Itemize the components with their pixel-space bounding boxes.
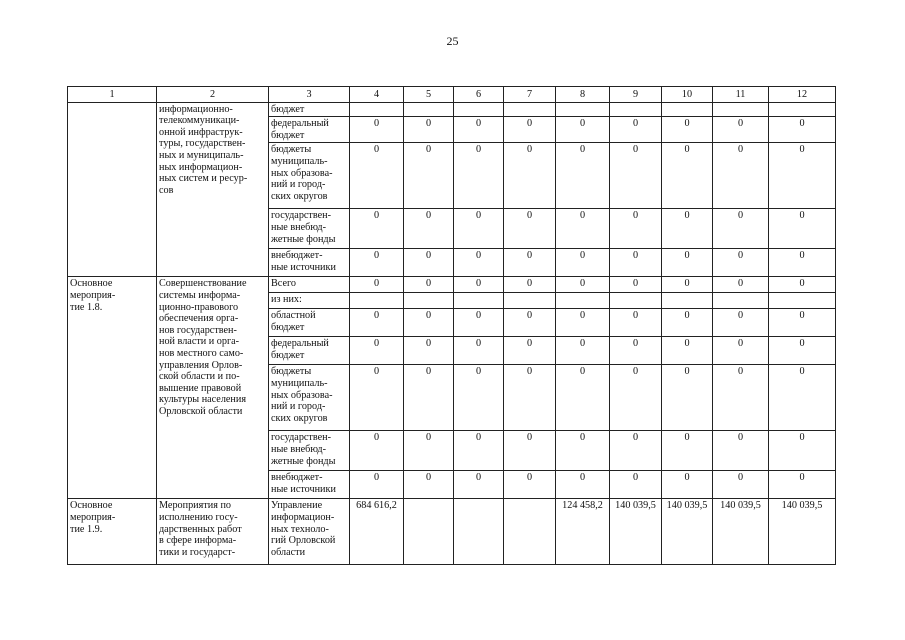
value-cell	[404, 102, 454, 117]
value-cell: 0	[404, 309, 454, 337]
value-cell	[610, 102, 662, 117]
value-cell: 140 039,5	[662, 499, 713, 565]
value-cell: 0	[769, 117, 836, 143]
value-cell	[662, 293, 713, 309]
col-header: 4	[350, 87, 404, 103]
value-cell: 0	[504, 337, 556, 365]
value-cell: 0	[454, 365, 504, 431]
value-cell: 0	[610, 143, 662, 209]
funding-source-cell: федеральный бюджет	[269, 117, 350, 143]
value-cell: 0	[454, 117, 504, 143]
value-cell: 0	[713, 143, 769, 209]
value-cell	[662, 102, 713, 117]
value-cell: 0	[350, 117, 404, 143]
value-cell: 0	[504, 431, 556, 471]
value-cell: 0	[454, 431, 504, 471]
value-cell: 0	[556, 209, 610, 249]
value-cell	[556, 102, 610, 117]
value-cell: 0	[504, 277, 556, 293]
value-cell	[769, 293, 836, 309]
funding-source-cell: государствен- ные внебюд- жетные фонды	[269, 431, 350, 471]
value-cell: 0	[404, 249, 454, 277]
value-cell: 0	[454, 209, 504, 249]
value-cell: 0	[769, 309, 836, 337]
value-cell: 0	[350, 143, 404, 209]
value-cell	[610, 293, 662, 309]
budget-table	[67, 86, 836, 565]
value-cell: 0	[556, 277, 610, 293]
value-cell	[454, 293, 504, 309]
value-cell: 0	[504, 249, 556, 277]
value-cell: 140 039,5	[610, 499, 662, 565]
value-cell: 140 039,5	[713, 499, 769, 565]
description-cell: информационно- телекоммуникаци- онной инфраструк- туры, государствен- ных и муниципаль- ных информацион- ных систем и ресур- сов	[157, 102, 269, 277]
value-cell: 0	[556, 337, 610, 365]
value-cell	[404, 499, 454, 565]
value-cell: 0	[454, 309, 504, 337]
value-cell: 0	[769, 277, 836, 293]
value-cell: 0	[556, 365, 610, 431]
value-cell: 0	[713, 117, 769, 143]
value-cell	[454, 102, 504, 117]
value-cell	[404, 293, 454, 309]
value-cell: 0	[713, 309, 769, 337]
value-cell: 0	[769, 471, 836, 499]
funding-source-cell: областной бюджет	[269, 309, 350, 337]
value-cell: 0	[769, 249, 836, 277]
value-cell: 0	[404, 117, 454, 143]
value-cell	[713, 293, 769, 309]
value-cell: 0	[769, 143, 836, 209]
value-cell: 0	[454, 143, 504, 209]
col-header: 1	[68, 87, 157, 103]
page-number: 25	[446, 34, 459, 48]
value-cell: 124 458,2	[556, 499, 610, 565]
value-cell: 0	[404, 365, 454, 431]
value-cell: 0	[350, 431, 404, 471]
value-cell: 0	[556, 309, 610, 337]
value-cell: 0	[713, 365, 769, 431]
table-row	[68, 102, 836, 117]
funding-source-cell: бюджет	[269, 102, 350, 117]
value-cell: 0	[610, 337, 662, 365]
value-cell	[769, 102, 836, 117]
value-cell: 0	[662, 337, 713, 365]
value-cell: 0	[556, 431, 610, 471]
value-cell	[350, 102, 404, 117]
value-cell: 0	[454, 471, 504, 499]
value-cell: 0	[662, 277, 713, 293]
value-cell: 684 616,2	[350, 499, 404, 565]
value-cell: 0	[713, 277, 769, 293]
col-header: 8	[556, 87, 610, 103]
funding-source-cell: государствен- ные внебюд- жетные фонды	[269, 209, 350, 249]
funding-source-cell: бюджеты муниципаль- ных образова- ний и город- ских округов	[269, 143, 350, 209]
value-cell: 0	[454, 249, 504, 277]
value-cell	[713, 102, 769, 117]
value-cell: 0	[404, 431, 454, 471]
value-cell: 0	[713, 431, 769, 471]
value-cell: 0	[556, 249, 610, 277]
value-cell: 0	[713, 471, 769, 499]
funding-source-cell: внебюджет- ные источники	[269, 249, 350, 277]
value-cell: 0	[404, 471, 454, 499]
table-row	[68, 499, 836, 565]
col-header: 10	[662, 87, 713, 103]
value-cell: 0	[350, 209, 404, 249]
value-cell: 0	[769, 431, 836, 471]
value-cell: 0	[713, 209, 769, 249]
col-header: 2	[157, 87, 269, 103]
value-cell: 0	[662, 143, 713, 209]
value-cell: 0	[504, 209, 556, 249]
value-cell: 0	[610, 471, 662, 499]
value-cell	[504, 293, 556, 309]
value-cell: 0	[504, 117, 556, 143]
funding-source-cell: бюджеты муниципаль- ных образова- ний и город- ских округов	[269, 365, 350, 431]
value-cell: 0	[662, 365, 713, 431]
col-header: 9	[610, 87, 662, 103]
value-cell	[350, 293, 404, 309]
value-cell: 0	[350, 309, 404, 337]
value-cell: 0	[662, 309, 713, 337]
value-cell: 0	[769, 337, 836, 365]
value-cell: 0	[556, 143, 610, 209]
col-header: 6	[454, 87, 504, 103]
measure-cell	[68, 102, 157, 277]
value-cell: 0	[662, 117, 713, 143]
value-cell: 0	[350, 471, 404, 499]
value-cell: 0	[350, 365, 404, 431]
value-cell	[454, 499, 504, 565]
value-cell: 0	[504, 365, 556, 431]
value-cell: 0	[610, 365, 662, 431]
value-cell: 0	[610, 249, 662, 277]
description-cell: Совершенствование системы информа- ционно-правового обеспечения орга- нов государствен- ной власти и орга- нов местного само- управления Орлов- ской области и по- вышение правовой культуры населения Орловской области	[157, 277, 269, 499]
col-header: 7	[504, 87, 556, 103]
header-row	[68, 87, 836, 103]
value-cell: 0	[662, 209, 713, 249]
value-cell: 0	[610, 309, 662, 337]
value-cell: 0	[713, 249, 769, 277]
measure-cell: Основное мероприя- тие 1.8.	[68, 277, 157, 499]
col-header: 11	[713, 87, 769, 103]
value-cell: 0	[350, 277, 404, 293]
value-cell: 0	[610, 431, 662, 471]
value-cell: 0	[610, 209, 662, 249]
col-header: 12	[769, 87, 836, 103]
funding-source-cell: Всего	[269, 277, 350, 293]
value-cell: 0	[454, 277, 504, 293]
value-cell: 0	[556, 117, 610, 143]
value-cell	[556, 293, 610, 309]
table-row	[68, 277, 836, 293]
value-cell: 0	[662, 249, 713, 277]
col-header: 3	[269, 87, 350, 103]
value-cell: 0	[556, 471, 610, 499]
value-cell: 0	[504, 309, 556, 337]
value-cell: 0	[769, 365, 836, 431]
value-cell: 0	[404, 337, 454, 365]
value-cell: 140 039,5	[769, 499, 836, 565]
funding-source-cell: федеральный бюджет	[269, 337, 350, 365]
description-cell: Мероприятия по исполнению госу- дарственных работ в сфере информа- тики и государст-	[157, 499, 269, 565]
value-cell	[504, 499, 556, 565]
value-cell: 0	[610, 117, 662, 143]
value-cell: 0	[610, 277, 662, 293]
value-cell: 0	[350, 249, 404, 277]
value-cell: 0	[404, 143, 454, 209]
value-cell: 0	[454, 337, 504, 365]
value-cell: 0	[404, 277, 454, 293]
value-cell: 0	[662, 471, 713, 499]
col-header: 5	[404, 87, 454, 103]
value-cell: 0	[713, 337, 769, 365]
value-cell: 0	[769, 209, 836, 249]
value-cell: 0	[350, 337, 404, 365]
value-cell: 0	[404, 209, 454, 249]
value-cell: 0	[504, 471, 556, 499]
value-cell	[504, 102, 556, 117]
funding-source-cell: из них:	[269, 293, 350, 309]
value-cell: 0	[662, 431, 713, 471]
measure-cell: Основное мероприя- тие 1.9.	[68, 499, 157, 565]
value-cell: 0	[504, 143, 556, 209]
executor-cell: Управление информацион- ных техноло- гий Орловской области	[269, 499, 350, 565]
funding-source-cell: внебюджет- ные источники	[269, 471, 350, 499]
